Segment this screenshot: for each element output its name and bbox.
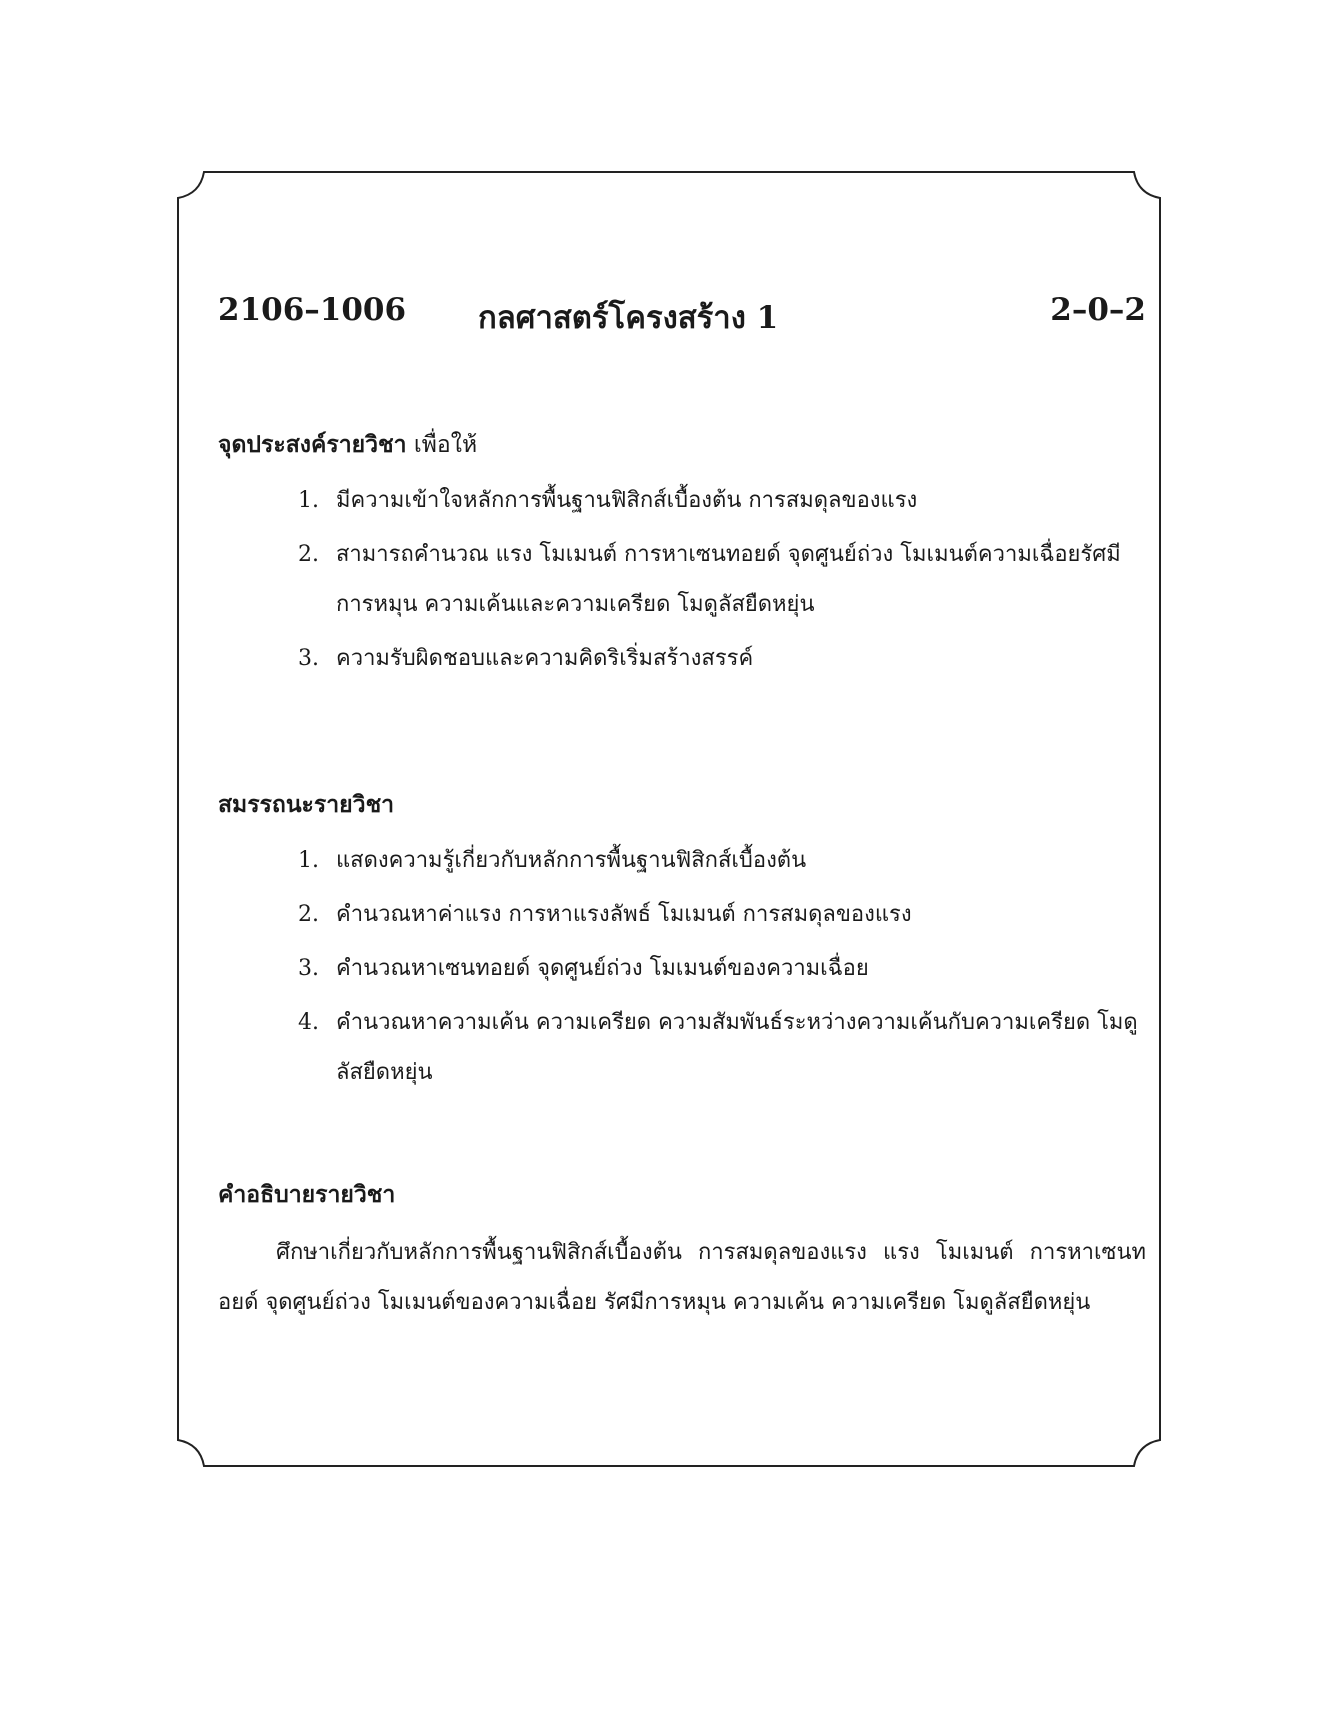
list-item: [218, 944, 1146, 994]
item-number: 2.: [298, 542, 319, 567]
competencies-section: [218, 788, 1146, 1102]
item-number: 1.: [298, 488, 319, 513]
item-text: มีความเข้าใจหลักการพื้นฐานฟิสิกส์เบื้องต้น การสมดุลของแรง: [336, 488, 918, 513]
objectives-list: [218, 476, 1146, 684]
item-number: 2.: [298, 902, 319, 927]
objectives-title: จุดประสงค์รายวิชา: [218, 432, 407, 458]
course-name: กลศาสตร์โครงสร้าง 1: [478, 300, 779, 336]
item-text: สามารถคำนวณ แรง โมเมนต์ การหาเซนทอยด์ จุดศูนย์ถ่วง โมเมนต์ความเฉื่อยรัศมีการหมุน ความเค้นและความเครียด โมดูลัสยืดหยุ่น: [336, 542, 1121, 617]
item-number: 3.: [298, 956, 319, 981]
item-number: 3.: [298, 646, 319, 671]
competencies-list: [218, 836, 1146, 1098]
item-number: 1.: [298, 848, 319, 873]
item-text: คำนวณหาค่าแรง การหาแรงลัพธ์ โมเมนต์ การสมดุลของแรง: [336, 902, 912, 927]
item-text: แสดงความรู้เกี่ยวกับหลักการพื้นฐานฟิสิกส์เบื้องต้น: [336, 848, 807, 873]
list-item: [218, 634, 1146, 684]
list-item: [218, 476, 1146, 526]
item-text: คำนวณหาเซนทอยด์ จุดศูนย์ถ่วง โมเมนต์ของความเฉื่อย: [336, 956, 869, 981]
list-item: [218, 890, 1146, 940]
competencies-heading: สมรรถนะรายวิชา: [218, 792, 395, 818]
course-code: 2106–1006: [218, 292, 407, 328]
description-heading: คำอธิบายรายวิชา: [218, 1182, 396, 1208]
list-item: [218, 998, 1146, 1098]
objectives-title-suffix: เพื่อให้: [406, 432, 478, 458]
description-text: ศึกษาเกี่ยวกับหลักการพื้นฐานฟิสิกส์เบื้องต้น การสมดุลของแรง แรง โมเมนต์ การหาเซนทอยด์ จุดศูนย์ถ่วง โมเมนต์ของความเฉื่อย รัศมีการหมุน ความเค้น ความเครียด โมดูลัสยืดหยุ่น: [218, 1240, 1146, 1315]
course-header: [218, 280, 1146, 350]
item-number: 4.: [298, 1010, 319, 1035]
list-item: [218, 530, 1146, 630]
item-text: คำนวณหาความเค้น ความเครียด ความสัมพันธ์ระหว่างความเค้นกับความเครียด โมดูลัสยืดหยุ่น: [336, 1010, 1138, 1085]
description-section: [218, 1178, 1146, 1328]
objectives-heading: [218, 428, 1146, 462]
list-item: [218, 836, 1146, 886]
course-sheet: [218, 280, 1146, 1315]
objectives-section: [218, 428, 1146, 688]
item-text: ความรับผิดชอบและความคิดริเริ่มสร้างสรรค์: [336, 646, 754, 671]
course-credits: 2–0–2: [1050, 292, 1146, 328]
